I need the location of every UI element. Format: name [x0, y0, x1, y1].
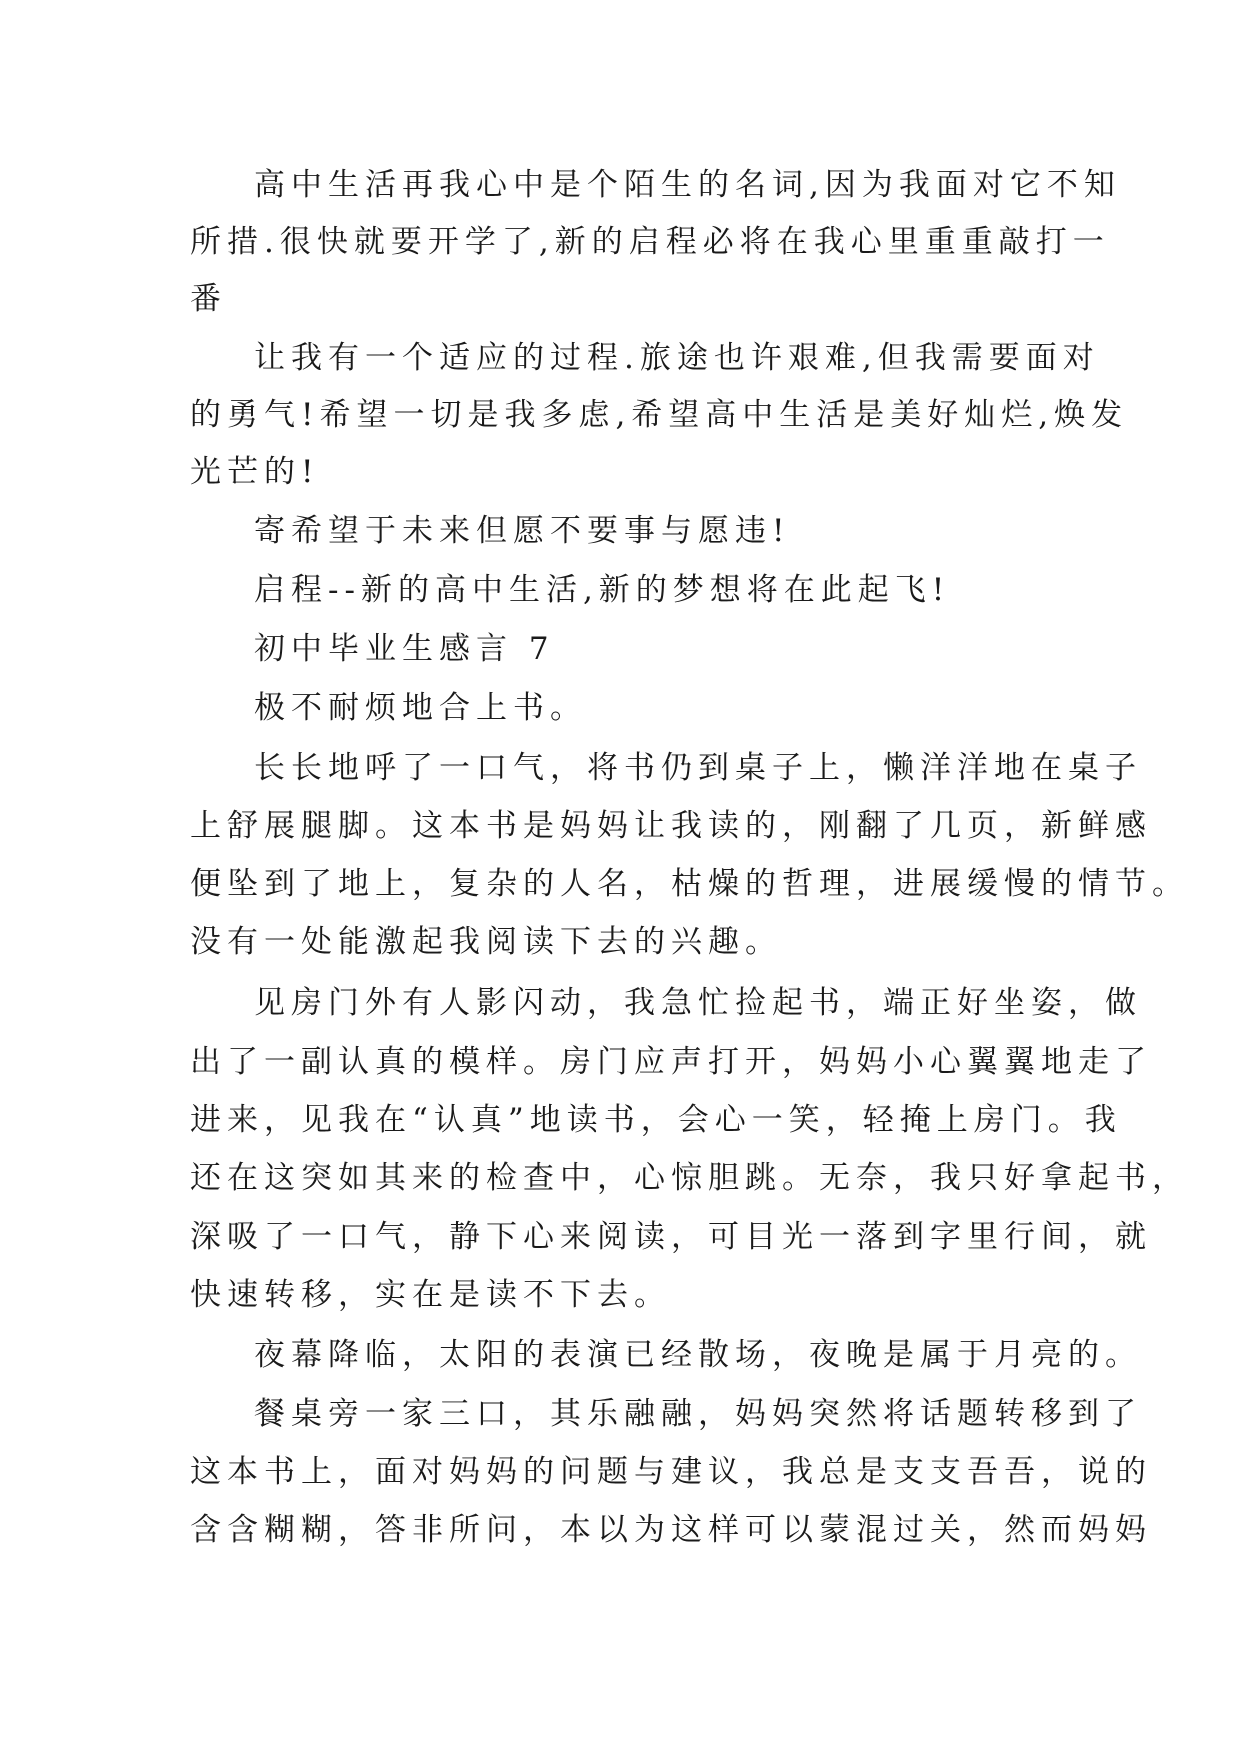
text-line: 还在这突如其来的检查中，心惊胆跳。无奈，我只好拿起书，	[190, 1160, 1189, 1196]
text-line: 见房门外有人影闪动，我急忙捡起书，端正好坐姿，做	[254, 985, 1142, 1021]
text-line: 深吸了一口气，静下心来阅读，可目光一落到字里行间，就	[190, 1219, 1152, 1255]
text-line: 餐桌旁一家三口，其乐融融，妈妈突然将话题转移到了	[254, 1396, 1142, 1432]
text-line: 便坠到了地上，复杂的人名，枯燥的哲理，进展缓慢的情节。	[190, 866, 1189, 902]
text-line: 高中生活再我心中是个陌生的名词,因为我面对它不知	[254, 167, 1121, 203]
text-line: 长长地呼了一口气，将书仍到桌子上，懒洋洋地在桌子	[254, 750, 1142, 786]
text-line: 启程--新的高中生活,新的梦想将在此起飞!	[254, 572, 951, 608]
text-line: 这本书上，面对妈妈的问题与建议，我总是支支吾吾，说的	[190, 1454, 1152, 1490]
text-line: 让我有一个适应的过程.旅途也许艰难,但我需要面对	[254, 340, 1100, 376]
text-line: 进来，见我在“认真”地读书，会心一笑，轻掩上房门。我	[190, 1102, 1122, 1138]
section-heading: 初中毕业生感言 7	[254, 631, 555, 667]
text-line: 寄希望于未来但愿不要事与愿违!	[254, 513, 791, 549]
text-line: 上舒展腿脚。这本书是妈妈让我读的，刚翻了几页，新鲜感	[190, 808, 1152, 844]
text-line: 光芒的!	[190, 454, 320, 490]
text-line: 夜幕降临，太阳的表演已经散场，夜晚是属于月亮的。	[254, 1337, 1142, 1373]
text-line: 番	[190, 281, 227, 317]
text-line: 出了一副认真的模样。房门应声打开，妈妈小心翼翼地走了	[190, 1044, 1152, 1080]
text-line: 快速转移，实在是读不下去。	[190, 1277, 671, 1313]
text-line: 的勇气!希望一切是我多虑,希望高中生活是美好灿烂,焕发	[190, 397, 1129, 433]
text-line: 极不耐烦地合上书。	[254, 690, 587, 726]
text-line: 所措.很快就要开学了,新的启程必将在我心里重重敲打一	[190, 224, 1110, 260]
text-line: 含含糊糊，答非所问，本以为这样可以蒙混过关，然而妈妈	[190, 1512, 1152, 1548]
text-line: 没有一处能激起我阅读下去的兴趣。	[190, 924, 782, 960]
